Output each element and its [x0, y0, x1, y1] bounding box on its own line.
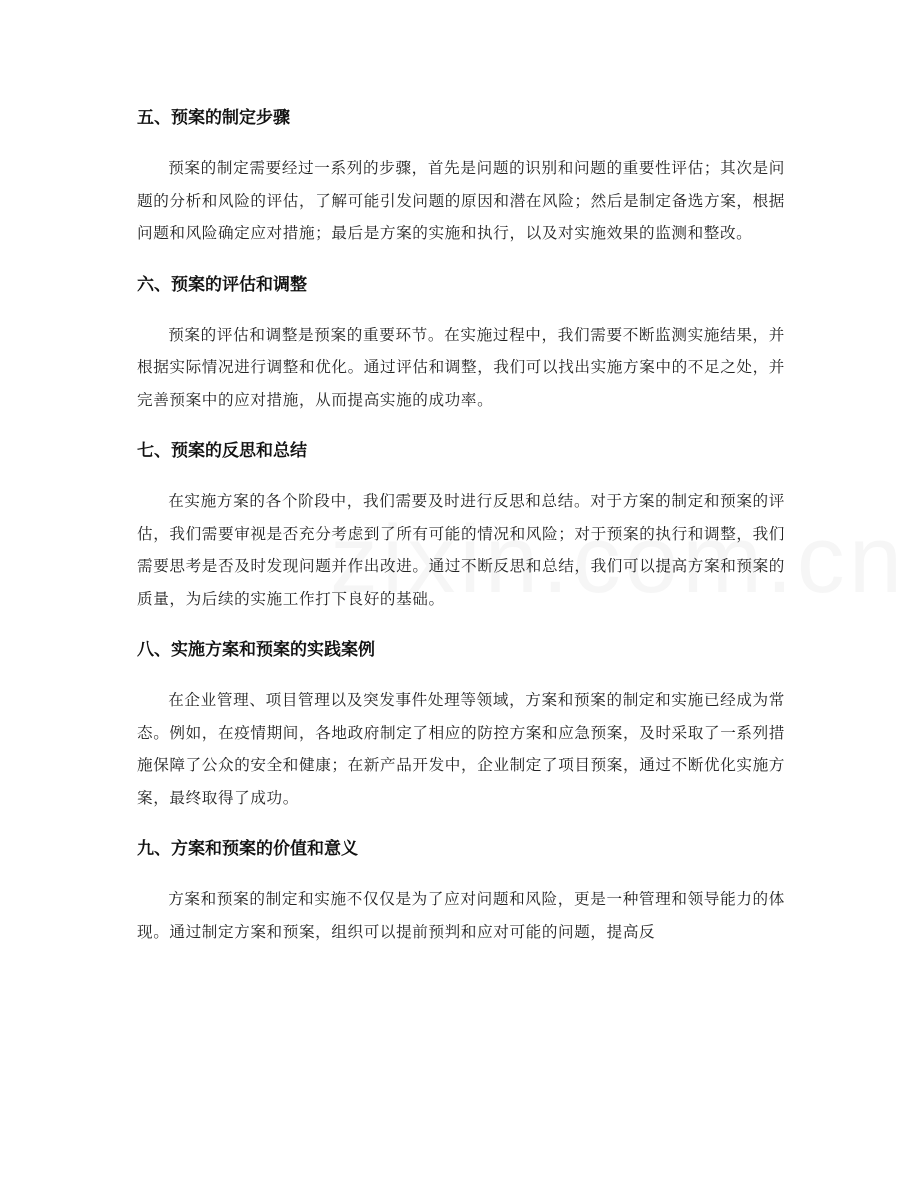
section-9 [137, 835, 785, 948]
section-paragraph: 方案和预案的制定和实施不仅仅是为了应对问题和风险，更是一种管理和领导能力的体现。通过制定方案和预案，组织可以提前预判和应对可能的问题，提高反 [137, 890, 785, 941]
section-7 [137, 437, 785, 615]
section-heading: 九、方案和预案的价值和意义 [137, 839, 358, 859]
section-heading: 五、预案的制定步骤 [137, 108, 290, 128]
section-paragraph: 在实施方案的各个阶段中，我们需要及时进行反思和总结。对于方案的制定和预案的评估，我们需要审视是否充分考虑到了所有可能的情况和风险；对于预案的执行和调整，我们需要思考是否及时发现问题并作出改进。通过不断反思和总结，我们可以提高方案和预案的质量，为后续的实施工作打下良好的基础。 [137, 492, 785, 608]
section-6 [137, 271, 785, 417]
section-paragraph: 在企业管理、项目管理以及突发事件处理等领域，方案和预案的制定和实施已经成为常态。例如，在疫情期间，各地政府制定了相应的防控方案和应急预案，及时采取了一系列措施保障了公众的安全和健康；在新产品开发中，企业制定了项目预案，通过不断优化实施方案，最终取得了成功。 [137, 691, 785, 807]
section-heading: 六、预案的评估和调整 [137, 274, 307, 295]
section-paragraph: 预案的制定需要经过一系列的步骤，首先是问题的识别和问题的重要性评估；其次是问题的分析和风险的评估，了解可能引发问题的原因和潜在风险；然后是制定备选方案，根据问题和风险确定应对措施；最后是方案的实施和执行，以及对实施效果的监测和整改。 [137, 159, 785, 242]
section-5 [137, 104, 785, 250]
section-heading: 八、实施方案和预案的实践案例 [137, 640, 375, 660]
section-heading: 七、预案的反思和总结 [137, 441, 307, 461]
document-page [137, 104, 785, 969]
section-8 [137, 636, 785, 814]
section-paragraph: 预案的评估和调整是预案的重要环节。在实施过程中，我们需要不断监测实施结果，并根据实际情况进行调整和优化。通过评估和调整，我们可以找出实施方案中的不足之处，并完善预案中的应对措施，从而提高实施的成功率。 [137, 325, 785, 409]
